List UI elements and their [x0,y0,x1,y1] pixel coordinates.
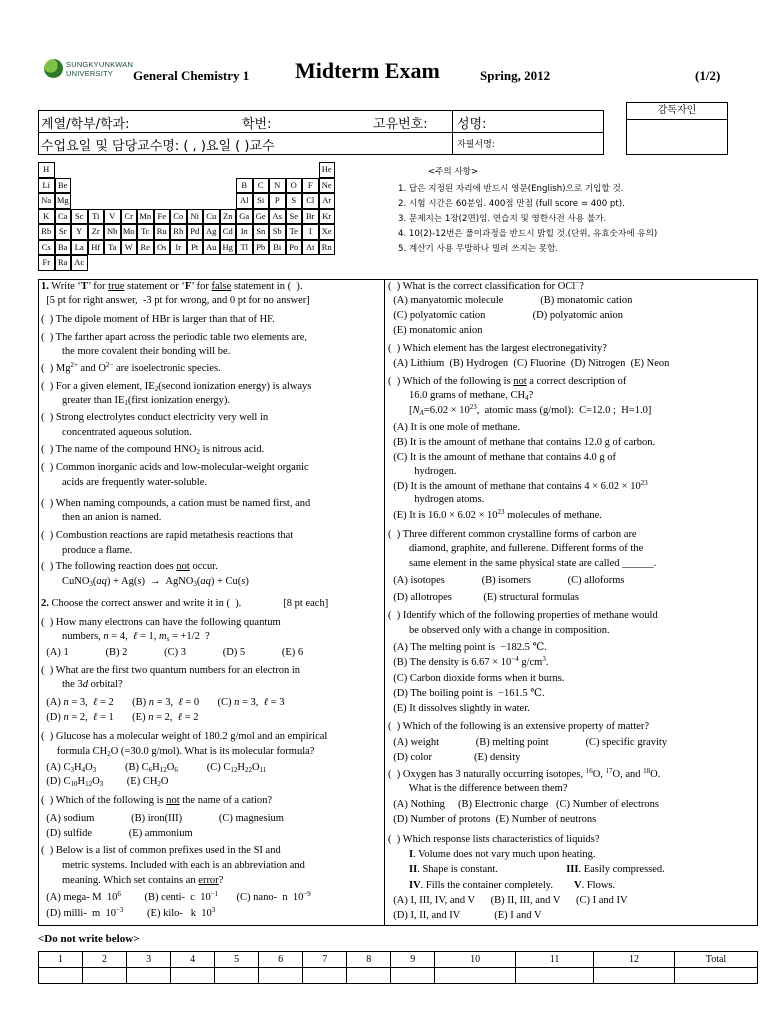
question-line: concentrated aqueous solution. [41,427,192,438]
signature-label[interactable]: 자필서명: [457,140,495,150]
element-cell: P [269,193,286,209]
page-number: (1/2) [695,68,721,83]
element-cell: Po [286,240,303,256]
question-line: acids are frequently water-soluble. [41,477,207,488]
class-time-label[interactable]: 수업요일 및 담당교수명: ( , )요일 ( )교수 [41,139,275,154]
element-cell: Sb [269,224,286,240]
element-cell: Cr [121,209,138,225]
question-line: hydrogen. [388,466,457,477]
element-cell: Rb [38,224,55,240]
question-item[interactable]: ( ) Identify which of the following properties of methane would [388,610,658,621]
element-cell: Ag [203,224,220,240]
question-line: same element in the same physical state are called ______. [388,558,657,569]
question-line: (C) polyatomic cation (D) polyatomic anion [388,310,624,321]
element-cell: Hg [220,240,237,256]
question-line: (D) sulfide (E) ammonium [41,828,193,839]
proctor-label: 감독자인 [627,103,727,120]
question-line: (D) n = 2, ℓ = 1 (E) n = 2, ℓ = 2 [41,712,199,723]
notice-item: 3. 문제지는 1장(2면)임. 연습지 및 영한사전 사용 불가. [398,214,607,224]
element-cell: Pt [187,240,204,256]
question-item[interactable]: ( ) Which of the following is not a correct description of [388,376,627,387]
question-line: (A) Nothing (B) Electronic charge (C) Number of electrons [388,799,659,810]
score-entry-cell[interactable] [516,968,594,984]
question-line: (C) Carbon dioxide forms when it burns. [388,673,565,684]
question-line: (B) It is the amount of methane that contains 12.0 g of carbon. [388,437,656,448]
question-line: meaning. Which set contains an error? [41,875,224,886]
element-cell: Cl [302,193,319,209]
question-item[interactable]: ( ) Which of the following is an extensive property of matter? [388,721,650,732]
logo-line1: SUNGKYUNKWAN [66,60,134,69]
dept-label[interactable]: 계열/학부/학과: [41,117,130,132]
question-line: [$N_A=6.02 \times 10^{23}$, atomic mass (g/mol): C=12.0 ; H=1.0] [388,403,652,417]
element-cell: O [286,178,303,194]
score-header-cell: 12 [594,952,675,968]
question-line: (A) Lithium (B) Hydrogen (C) Fluorine (D) Nitrogen (E) Neon [388,358,670,369]
score-header-cell: 6 [259,952,303,968]
logo-emblem-icon [44,59,63,78]
question-item[interactable]: ( ) Glucose has a molecular weight of 180.2 g/mol and an empirical [41,731,328,742]
element-cell: In [236,224,253,240]
element-cell: Ga [236,209,253,225]
element-cell: Fr [38,255,55,271]
question-line: produce a flame. [41,545,133,556]
question-line: (E) It is $16.0 \times 6.02 \times 10^{23}$ molecules of methane. [388,508,602,521]
question-line: (A) $C_3H_4O_3$ (B) $C_6H_{12}O_6$ (C) $C_{12}H_{22}O_{11}$ [41,762,267,774]
element-cell: Ba [55,240,72,256]
score-entry-cell[interactable] [391,968,435,984]
element-cell: Ac [71,255,88,271]
element-cell: Al [236,193,253,209]
question-item[interactable]: ( ) Strong electrolytes conduct electricity very well in [41,412,269,423]
element-cell: H [38,162,55,178]
name-label[interactable]: 성명: [457,117,487,132]
question-item[interactable]: ( ) Three different common crystalline forms of carbon are [388,529,637,540]
score-header-cell: Total [675,952,758,968]
question-line: II. Shape is constant. III. Easily compressed. [409,864,665,875]
question-line: I. Volume does not vary much upon heating. [409,849,596,860]
element-cell: Ni [187,209,204,225]
element-cell: Rh [170,224,187,240]
question-item[interactable]: ( ) Combustion reactions are rapid metathesis reactions that [41,530,294,541]
question-line: (A) sodium (B) iron(III) (C) magnesium [41,813,284,824]
question-line: (A) It is one mole of methane. [388,422,521,433]
element-cell: Tc [137,224,154,240]
score-header-cell: 10 [435,952,516,968]
question-item[interactable]: ( ) Which element has the largest electronegativity? [388,343,607,354]
element-cell: Ra [55,255,72,271]
score-header-cell: 3 [127,952,171,968]
question-line: What is the difference between them? [388,783,568,794]
student-no-label[interactable]: 학번: [242,117,272,132]
element-cell: W [121,240,138,256]
element-cell: F [302,178,319,194]
unique-no-label[interactable]: 고유번호: [373,117,428,132]
score-header-cell: 11 [516,952,594,968]
element-cell: Ir [170,240,187,256]
element-cell: B [236,178,253,194]
question-line: metric systems. Included with each is an abbreviation and [41,860,305,871]
question-line: be observed only with a change in composition. [388,625,610,636]
question-item[interactable]: ( ) The farther apart across the periodic table two elements are, [41,332,307,343]
question-line: 16.0 grams of methane, $CH_4$? [388,390,534,402]
question-line: (D) $C_{10}H_{12}O_3$ (E) $CH_2O$ [41,776,169,788]
score-header-cell: 8 [347,952,391,968]
element-cell: As [269,209,286,225]
score-entry-cell[interactable] [39,968,83,984]
element-cell: Cd [220,224,237,240]
notices-title: <주의 사항> [427,167,479,177]
question-line: the 3d orbital? [41,679,123,690]
exam-title: Midterm Exam [295,58,440,83]
question-line: (A) I, III, IV, and V (B) II, III, and V (C) I and IV [388,895,628,906]
question-line: (D) Number of protons (E) Number of neutrons [388,814,597,825]
element-cell: Au [203,240,220,256]
element-cell: Li [38,178,55,194]
element-cell: Bi [269,240,286,256]
question-line: (D) milli- m $10^{-3}$ (E) kilo- k $10^3$ [41,906,216,919]
question-line: [5 pt for right answer, -3 pt for wrong, and 0 pt for no answer] [41,295,310,306]
element-cell: Ta [104,240,121,256]
element-cell: Re [137,240,154,256]
element-cell: Rn [319,240,336,256]
question-line: (D) The boiling point is −161.5 ℃. [388,688,545,699]
element-cell: Mn [137,209,154,225]
notice-item: 1. 답은 지정된 자리에 반드시 영문(English)으로 기입할 것. [398,184,624,194]
score-entry-cell[interactable] [215,968,259,984]
do-not-write-label: <Do not write below> [38,933,140,945]
question-item[interactable]: ( ) $Mg^{2+}$ and $O^{2-}$ are isoelectronic species. [41,361,221,374]
question-item[interactable]: ( ) When naming compounds, a cation must be named first, and [41,498,311,509]
question-line: (A) manyatomic molecule (B) monatomic cation [388,295,633,306]
question-item[interactable]: ( ) What is the correct classification for OCl−? [388,279,584,292]
element-cell: Be [55,178,72,194]
question-item[interactable]: ( ) Which of the following is not the name of a cation? [41,795,273,806]
element-cell: Nb [104,224,121,240]
element-cell: Zr [88,224,105,240]
element-cell: Co [170,209,187,225]
question-line: (A) The melting point is −182.5 ℃. [388,642,547,653]
score-entry-cell[interactable] [83,968,127,984]
score-header-cell: 1 [39,952,83,968]
question-item[interactable]: ( ) The dipole moment of HBr is larger than that of HF. [41,314,275,325]
question-item[interactable]: ( ) What are the first two quantum numbers for an electron in [41,665,301,676]
element-cell: Tl [236,240,253,256]
element-cell: Kr [319,209,336,225]
element-cell: Se [286,209,303,225]
element-cell: Si [253,193,270,209]
element-cell: Sn [253,224,270,240]
score-header-cell: 9 [391,952,435,968]
score-entry-cell[interactable] [303,968,347,984]
element-cell: I [302,224,319,240]
question-item[interactable]: ( ) How many electrons can have the following quantum [41,617,281,628]
question-line: (A) 1 (B) 2 (C) 3 (D) 5 (E) 6 [41,647,304,658]
score-header-cell: 5 [215,952,259,968]
score-entry-cell[interactable] [675,968,758,984]
score-entry-cell[interactable] [435,968,516,984]
element-cell: Cs [38,240,55,256]
logo-line2: UNIVERSITY [66,69,114,78]
element-cell: S [286,193,303,209]
question-line: diamond, graphite, and fullerene. Different forms of the [388,543,644,554]
question-line: the more covalent their bonding will be. [41,346,231,357]
question-line: then an anion is named. [41,512,162,523]
question-line: (A) weight (B) melting point (C) specific gravity [388,737,668,748]
question-line: 1. Write ‘T’ for true statement or ‘F’ for false statement in ( ). [41,281,303,292]
question-line: (B) The density is $6.67 \times 10^{-4}$ $g/cm^3$. [388,655,549,668]
question-line: (D) allotropes (E) structural formulas [388,592,579,603]
element-cell: N [269,178,286,194]
element-cell: Ca [55,209,72,225]
element-cell: Sc [71,209,88,225]
column-divider [384,279,385,926]
question-line: formula $CH_2O$ (=30.0 g/mol). What is its molecular formula? [41,746,315,758]
score-entry-cell[interactable] [594,968,675,984]
question-line: (D) I, II, and IV (E) I and V [388,910,542,921]
question-line: IV. Fills the container completely. V. Flows. [409,880,616,891]
element-cell: Zn [220,209,237,225]
proctor-box [626,102,728,155]
question-line: (C) It is the amount of methane that contains 4.0 g of [388,452,617,463]
element-cell: Te [286,224,303,240]
question-line: (E) It dissolves slightly in water. [388,703,530,714]
score-header-row [39,952,758,968]
score-table [38,951,758,984]
element-cell: Sr [55,224,72,240]
question-line: CuNO$_3$(aq) + Ag(s) → AgNO$_3$(aq) + Cu(s) [41,576,249,588]
element-cell: Ge [253,209,270,225]
score-entry-row [39,968,758,984]
score-entry-cell[interactable] [347,968,391,984]
course-title: General Chemistry 1 [133,68,250,83]
element-cell: Fe [154,209,171,225]
notice-item: 2. 시험 시간은 60분임. 400점 만점 (full score = 400 pt). [398,199,625,209]
question-line: (D) color (E) density [388,752,521,763]
question-line: (E) monatomic anion [388,325,483,336]
element-cell: Pb [253,240,270,256]
element-cell: V [104,209,121,225]
element-cell: Hf [88,240,105,256]
score-header-cell: 7 [303,952,347,968]
element-cell: Pd [187,224,204,240]
element-cell: At [302,240,319,256]
element-cell: Mg [55,193,72,209]
element-cell: He [319,162,336,178]
question-item[interactable]: ( ) Oxygen has 3 naturally occurring isotopes, $^{16}$O, $^{17}$O, and $^{18}$O. [388,767,661,780]
question-item[interactable]: ( ) The following reaction does not occur. [41,561,218,572]
element-cell: Xe [319,224,336,240]
score-entry-cell[interactable] [127,968,171,984]
question-item[interactable]: ( ) Common inorganic acids and low-molecular-weight organic [41,462,309,473]
question-item[interactable]: ( ) Below is a list of common prefixes used in the SI and [41,845,281,856]
element-cell: Cu [203,209,220,225]
question-line: (A) mega- M $10^6$ (B) centi- c $10^{-1}$ (C) nano- n $10^{-9}$ [41,890,311,903]
question-item[interactable]: ( ) For a given element, $IE_2(second$ ionization energy) is always [41,381,312,393]
element-cell: K [38,209,55,225]
element-cell: La [71,240,88,256]
element-cell: Ne [319,178,336,194]
element-cell: Br [302,209,319,225]
score-entry-cell[interactable] [171,968,215,984]
question-line: numbers, n = 4, ℓ = 1, $m_s = +1/2$ ? [41,631,210,643]
question-item[interactable]: ( ) Which response lists characteristics of liquids? [388,834,600,845]
notice-item: 5. 계산기 사용 무방하나 빌려 쓰지는 못함. [398,244,559,254]
element-cell: Ru [154,224,171,240]
element-cell: Na [38,193,55,209]
element-cell: C [253,178,270,194]
university-logo [44,58,144,82]
question-item[interactable]: ( ) The name of the compound $HNO_2$ is nitrous acid. [41,444,265,456]
score-entry-cell[interactable] [259,968,303,984]
element-cell: Ar [319,193,336,209]
notice-item: 4. 10(2)-12번은 풀이과정을 반드시 밝힐 것.(단위, 유효숫자에 유의) [398,229,658,239]
exam-term: Spring, 2012 [480,68,551,83]
question-line: 2. Choose the correct answer and write it in ( ). [8 pt each] [41,598,329,609]
question-line: hydrogen atoms. [388,494,485,505]
question-line: (A) n = 3, ℓ = 2 (B) n = 3, ℓ = 0 (C) n = 3, ℓ = 3 [41,697,285,708]
question-line: (D) It is the amount of methane that contains $4 \times 6.02 \times 10^{23}$ [388,479,648,492]
score-header-cell: 2 [83,952,127,968]
student-info-box [38,110,604,155]
score-header-cell: 4 [171,952,215,968]
question-line: (A) isotopes (B) isomers (C) alloforms [388,575,625,586]
element-cell: Mo [121,224,138,240]
element-cell: Ti [88,209,105,225]
element-cell: Y [71,224,88,240]
question-line: greater than $IE_1(first$ ionization energy). [41,395,231,407]
element-cell: Os [154,240,171,256]
